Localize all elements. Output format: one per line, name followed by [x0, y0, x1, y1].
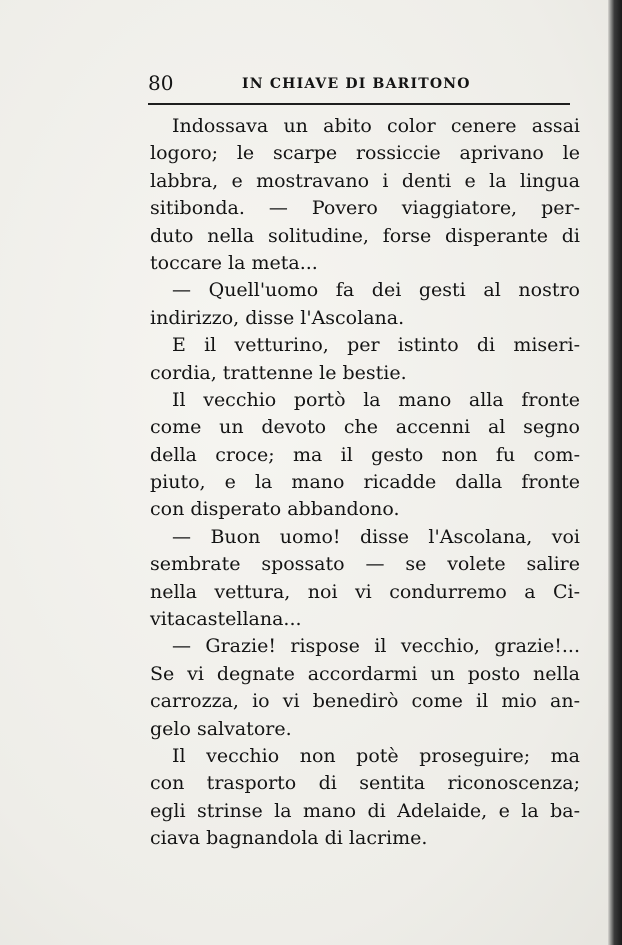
text-line: carrozza, io vi benedirò come il mio an- — [150, 690, 580, 713]
text-line: con disperato abbandono. — [150, 498, 400, 521]
text-line: come un devoto che accenni al segno — [150, 416, 580, 439]
text-line: — Quell'uomo fa dei gesti al nostro — [172, 279, 580, 302]
page-number: 80 — [148, 71, 174, 95]
text-line: — Grazie! rispose il vecchio, grazie!... — [172, 635, 580, 658]
text-line: toccare la meta... — [150, 251, 318, 274]
text-line: Il vecchio portò la mano alla fronte — [172, 388, 580, 411]
header-rule — [148, 103, 570, 105]
text-line: — Buon uomo! disse l'Ascolana, voi — [172, 525, 580, 548]
text-line: Se vi degnate accordarmi un posto nella — [150, 662, 580, 685]
text-line: sitibonda. — Povero viaggiatore, per- — [150, 197, 580, 220]
text-line: indirizzo, disse l'Ascolana. — [150, 306, 405, 329]
text-line: gelo salvatore. — [150, 717, 292, 740]
running-title: IN CHIAVE DI BARITONO — [242, 76, 471, 92]
page-edge-shadow — [608, 0, 622, 945]
body-text — [150, 113, 580, 853]
text-line: con trasporto di sentita riconoscenza; — [150, 772, 580, 795]
text-line: vitacastellana... — [150, 608, 302, 631]
text-line: labbra, e mostravano i denti e la lingua — [150, 169, 580, 192]
text-line: Indossava un abito color cenere assai — [172, 115, 580, 137]
text-line: ciava bagnandola di lacrime. — [150, 827, 428, 850]
text-line: sembrate spossato — se volete salire — [150, 553, 580, 576]
text-line: nella vettura, noi vi condurremo a Ci- — [150, 580, 580, 603]
text-line: piuto, e la mano ricadde dalla fronte — [150, 471, 580, 494]
text-line: duto nella solitudine, forse disperante di — [150, 224, 580, 247]
text-line: Il vecchio non potè proseguire; ma — [172, 744, 580, 767]
text-line: E il vetturino, per istinto di miseri- — [172, 334, 580, 357]
text-line: della croce; ma il gesto non fu com- — [150, 443, 580, 466]
page-header — [148, 70, 572, 100]
text-line: cordia, trattenne le bestie. — [150, 361, 407, 384]
text-line: logoro; le scarpe rossiccie aprivano le — [150, 142, 580, 165]
text-line: egli strinse la mano di Adelaide, e la ba- — [150, 799, 580, 822]
